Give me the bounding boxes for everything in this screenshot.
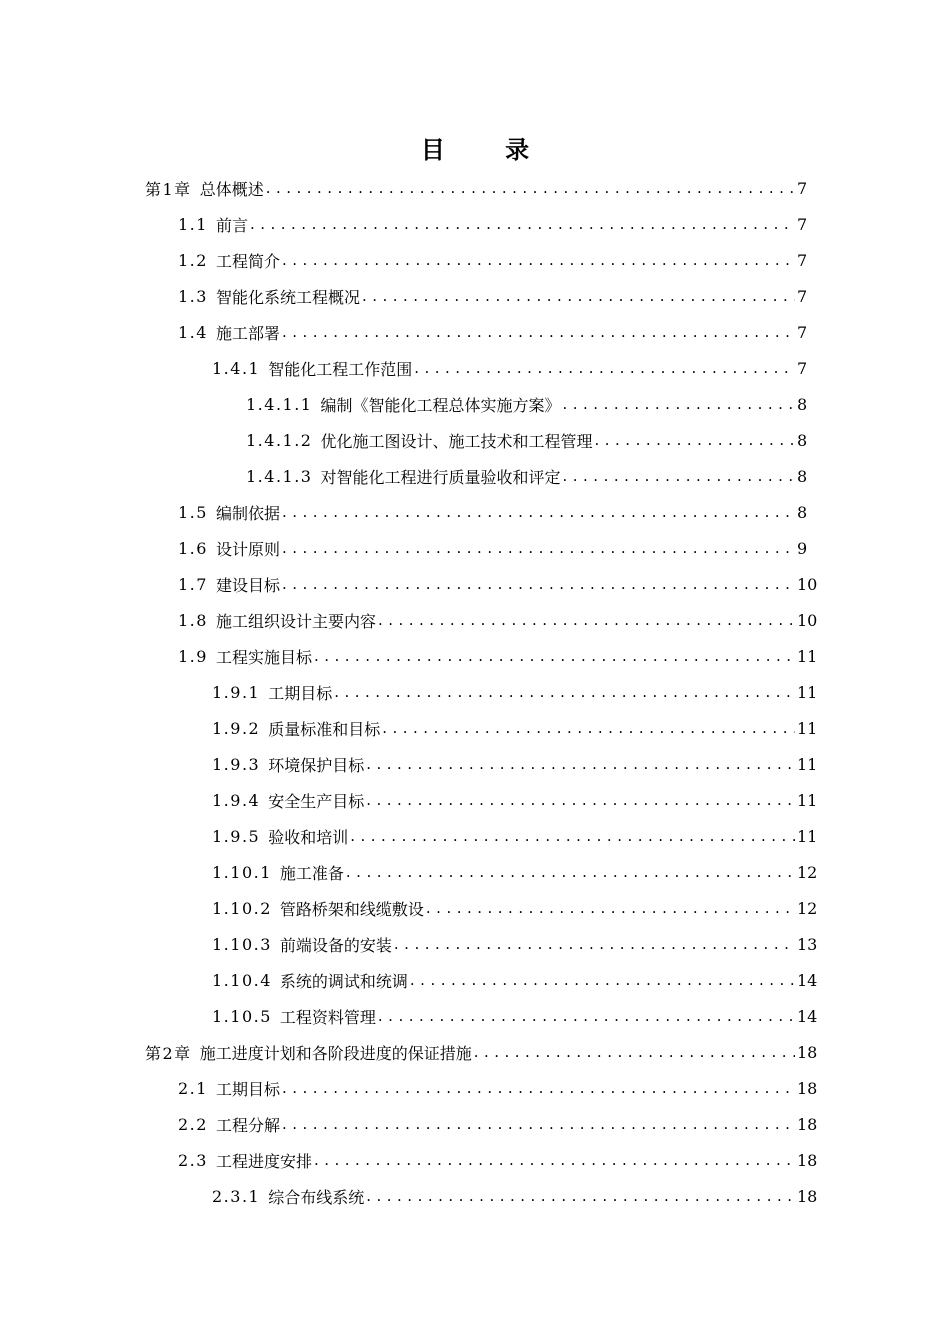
toc-leader-dots <box>366 793 795 808</box>
toc-entry-number: 2.1 <box>178 1078 208 1098</box>
toc-leader-dots <box>426 901 795 916</box>
toc-entry-title: 编制《智能化工程总体实施方案》 <box>320 395 561 415</box>
toc-entry-page: 10 <box>797 610 818 630</box>
toc-entry-number: 第2章 <box>145 1043 192 1063</box>
toc-leader-dots <box>350 829 795 844</box>
toc-entry-page: 18 <box>797 1186 818 1206</box>
toc-entry-title: 质量标准和目标 <box>268 719 381 739</box>
toc-entry-title: 工期目标 <box>215 1079 280 1099</box>
toc-leader-dots <box>414 361 795 376</box>
toc-leader-dots <box>250 217 795 232</box>
toc-entry[interactable] <box>0 206 950 242</box>
toc-entry[interactable] <box>0 386 950 422</box>
toc-entry-page: 13 <box>797 934 818 954</box>
toc-leader-dots <box>366 1189 795 1204</box>
toc-entry-page: 7 <box>797 358 808 378</box>
toc-leader-dots <box>595 433 796 448</box>
toc-entry-page: 11 <box>797 826 818 846</box>
toc-entry[interactable] <box>0 170 950 206</box>
toc-entry-page: 18 <box>797 1078 818 1098</box>
toc-entry[interactable] <box>0 890 950 926</box>
toc-entry-number: 2.3 <box>178 1150 208 1170</box>
toc-entry-title: 验收和培训 <box>268 827 349 847</box>
toc-entry-page: 8 <box>797 394 808 414</box>
toc-entry[interactable] <box>0 1070 950 1106</box>
toc-entry-page: 8 <box>797 502 808 522</box>
toc-entry-number: 1.10.3 <box>212 934 272 954</box>
toc-entry[interactable] <box>0 530 950 566</box>
toc-entry-title: 编制依据 <box>215 503 280 523</box>
toc-entry-title: 建设目标 <box>215 575 280 595</box>
toc-leader-dots <box>378 1009 795 1024</box>
toc-entry-title: 前端设备的安装 <box>279 935 392 955</box>
toc-entry-title: 综合布线系统 <box>268 1187 365 1207</box>
toc-entry-number: 2.2 <box>178 1114 208 1134</box>
toc-entry-number: 1.4.1.1 <box>246 394 313 414</box>
toc-entry[interactable] <box>0 710 950 746</box>
toc-leader-dots <box>563 397 796 412</box>
toc-entry[interactable] <box>0 458 950 494</box>
toc-entry[interactable] <box>0 1142 950 1178</box>
toc-entry-number: 1.9.3 <box>212 754 261 774</box>
toc-leader-dots <box>394 937 795 952</box>
toc-entry-number: 1.9.5 <box>212 826 261 846</box>
toc-entry[interactable] <box>0 1034 950 1070</box>
toc-entry-title: 系统的调试和统调 <box>279 971 408 991</box>
toc-leader-dots <box>266 181 795 196</box>
toc-entry[interactable] <box>0 854 950 890</box>
toc-entry[interactable] <box>0 1106 950 1142</box>
toc-entry-number: 1.9.4 <box>212 790 261 810</box>
toc-entry[interactable] <box>0 494 950 530</box>
toc-leader-dots <box>282 577 795 592</box>
toc-entry-page: 7 <box>797 178 808 198</box>
toc-entry[interactable] <box>0 782 950 818</box>
toc-entry-page: 11 <box>797 790 818 810</box>
toc-entry-page: 18 <box>797 1042 818 1062</box>
toc-entry[interactable] <box>0 998 950 1034</box>
toc-entry-number: 1.4 <box>178 322 208 342</box>
toc-entry-number: 1.4.1 <box>212 358 261 378</box>
toc-entry-page: 11 <box>797 682 818 702</box>
toc-entry[interactable] <box>0 278 950 314</box>
toc-entry-page: 11 <box>797 646 818 666</box>
toc-entry-title: 工程分解 <box>215 1115 280 1135</box>
toc-entry-number: 1.10.5 <box>212 1006 272 1026</box>
toc-entry-number: 1.1 <box>178 214 208 234</box>
toc-entry-title: 施工部署 <box>215 323 280 343</box>
toc-entry-number: 1.9.2 <box>212 718 261 738</box>
toc-entry-title: 工程简介 <box>215 251 280 271</box>
toc-leader-dots <box>314 649 795 664</box>
toc-entry-page: 12 <box>797 862 818 882</box>
toc-entry-title: 对智能化工程进行质量验收和评定 <box>320 467 561 487</box>
toc-leader-dots <box>378 613 795 628</box>
toc-entry-number: 1.9 <box>178 646 208 666</box>
toc-leader-dots <box>346 865 795 880</box>
toc-entry-number: 1.4.1.3 <box>246 466 313 486</box>
toc-entry-title: 设计原则 <box>215 539 280 559</box>
toc-entry-number: 第1章 <box>145 179 192 199</box>
toc-entry-title: 总体概述 <box>199 179 264 199</box>
toc-leader-dots <box>282 1081 795 1096</box>
toc-entry-number: 1.5 <box>178 502 208 522</box>
toc-entry-page: 8 <box>797 466 808 486</box>
toc-entry[interactable] <box>0 314 950 350</box>
toc-entry[interactable] <box>0 350 950 386</box>
toc-entry-title: 施工进度计划和各阶段进度的保证措施 <box>199 1043 472 1063</box>
toc-leader-dots <box>334 685 795 700</box>
toc-entry-title: 智能化系统工程概况 <box>215 287 360 307</box>
toc-list <box>0 170 950 1214</box>
toc-entry[interactable] <box>0 962 950 998</box>
toc-entry[interactable] <box>0 818 950 854</box>
toc-entry-title: 前言 <box>215 215 248 235</box>
toc-entry-page: 7 <box>797 250 808 270</box>
toc-leader-dots <box>282 541 795 556</box>
toc-entry-page: 18 <box>797 1150 818 1170</box>
toc-entry-number: 1.9.1 <box>212 682 261 702</box>
toc-entry-title: 工期目标 <box>268 683 333 703</box>
toc-leader-dots <box>366 757 795 772</box>
toc-leader-dots <box>282 325 795 340</box>
toc-entry-page: 14 <box>797 970 818 990</box>
toc-entry-page: 8 <box>797 430 808 450</box>
toc-entry[interactable] <box>0 638 950 674</box>
toc-entry-title: 工程进度安排 <box>215 1151 312 1171</box>
toc-entry-number: 1.2 <box>178 250 208 270</box>
toc-entry-title: 智能化工程工作范围 <box>268 359 413 379</box>
toc-entry-title: 工程资料管理 <box>279 1007 376 1027</box>
toc-leader-dots <box>282 253 795 268</box>
toc-entry[interactable] <box>0 602 950 638</box>
toc-entry[interactable] <box>0 746 950 782</box>
toc-entry[interactable] <box>0 422 950 458</box>
toc-entry-title: 施工组织设计主要内容 <box>215 611 376 631</box>
toc-leader-dots <box>362 289 795 304</box>
toc-entry[interactable] <box>0 242 950 278</box>
toc-entry-page: 7 <box>797 286 808 306</box>
toc-entry-page: 18 <box>797 1114 818 1134</box>
toc-entry-number: 1.6 <box>178 538 208 558</box>
toc-entry[interactable] <box>0 926 950 962</box>
toc-entry-number: 1.3 <box>178 286 208 306</box>
toc-entry-title: 优化施工图设计、施工技术和工程管理 <box>320 431 593 451</box>
toc-entry-page: 11 <box>797 754 818 774</box>
toc-entry-page: 10 <box>797 574 818 594</box>
toc-entry-title: 安全生产目标 <box>268 791 365 811</box>
toc-entry-title: 管路桥架和线缆敷设 <box>279 899 424 919</box>
toc-entry-page: 11 <box>797 718 818 738</box>
toc-entry-title: 工程实施目标 <box>215 647 312 667</box>
toc-entry-number: 1.10.4 <box>212 970 272 990</box>
toc-leader-dots <box>282 1117 795 1132</box>
toc-entry-page: 7 <box>797 214 808 234</box>
toc-entry-number: 1.8 <box>178 610 208 630</box>
toc-entry[interactable] <box>0 1178 950 1214</box>
toc-entry-page: 12 <box>797 898 818 918</box>
toc-entry-title: 环境保护目标 <box>268 755 365 775</box>
toc-entry-page: 7 <box>797 322 808 342</box>
toc-title: 目 录 <box>420 135 556 164</box>
toc-entry-page: 9 <box>797 538 808 558</box>
toc-entry-number: 2.3.1 <box>212 1186 261 1206</box>
toc-entry-number: 1.10.2 <box>212 898 272 918</box>
toc-entry-number: 1.4.1.2 <box>246 430 313 450</box>
toc-entry-page: 14 <box>797 1006 818 1026</box>
toc-leader-dots <box>382 721 795 736</box>
toc-leader-dots <box>282 505 795 520</box>
toc-leader-dots <box>563 469 796 484</box>
toc-leader-dots <box>410 973 795 988</box>
toc-entry-title: 施工准备 <box>279 863 344 883</box>
toc-entry[interactable] <box>0 674 950 710</box>
toc-entry[interactable] <box>0 566 950 602</box>
toc-leader-dots <box>314 1153 795 1168</box>
toc-entry-number: 1.7 <box>178 574 208 594</box>
toc-leader-dots <box>474 1045 795 1060</box>
toc-entry-number: 1.10.1 <box>212 862 272 882</box>
